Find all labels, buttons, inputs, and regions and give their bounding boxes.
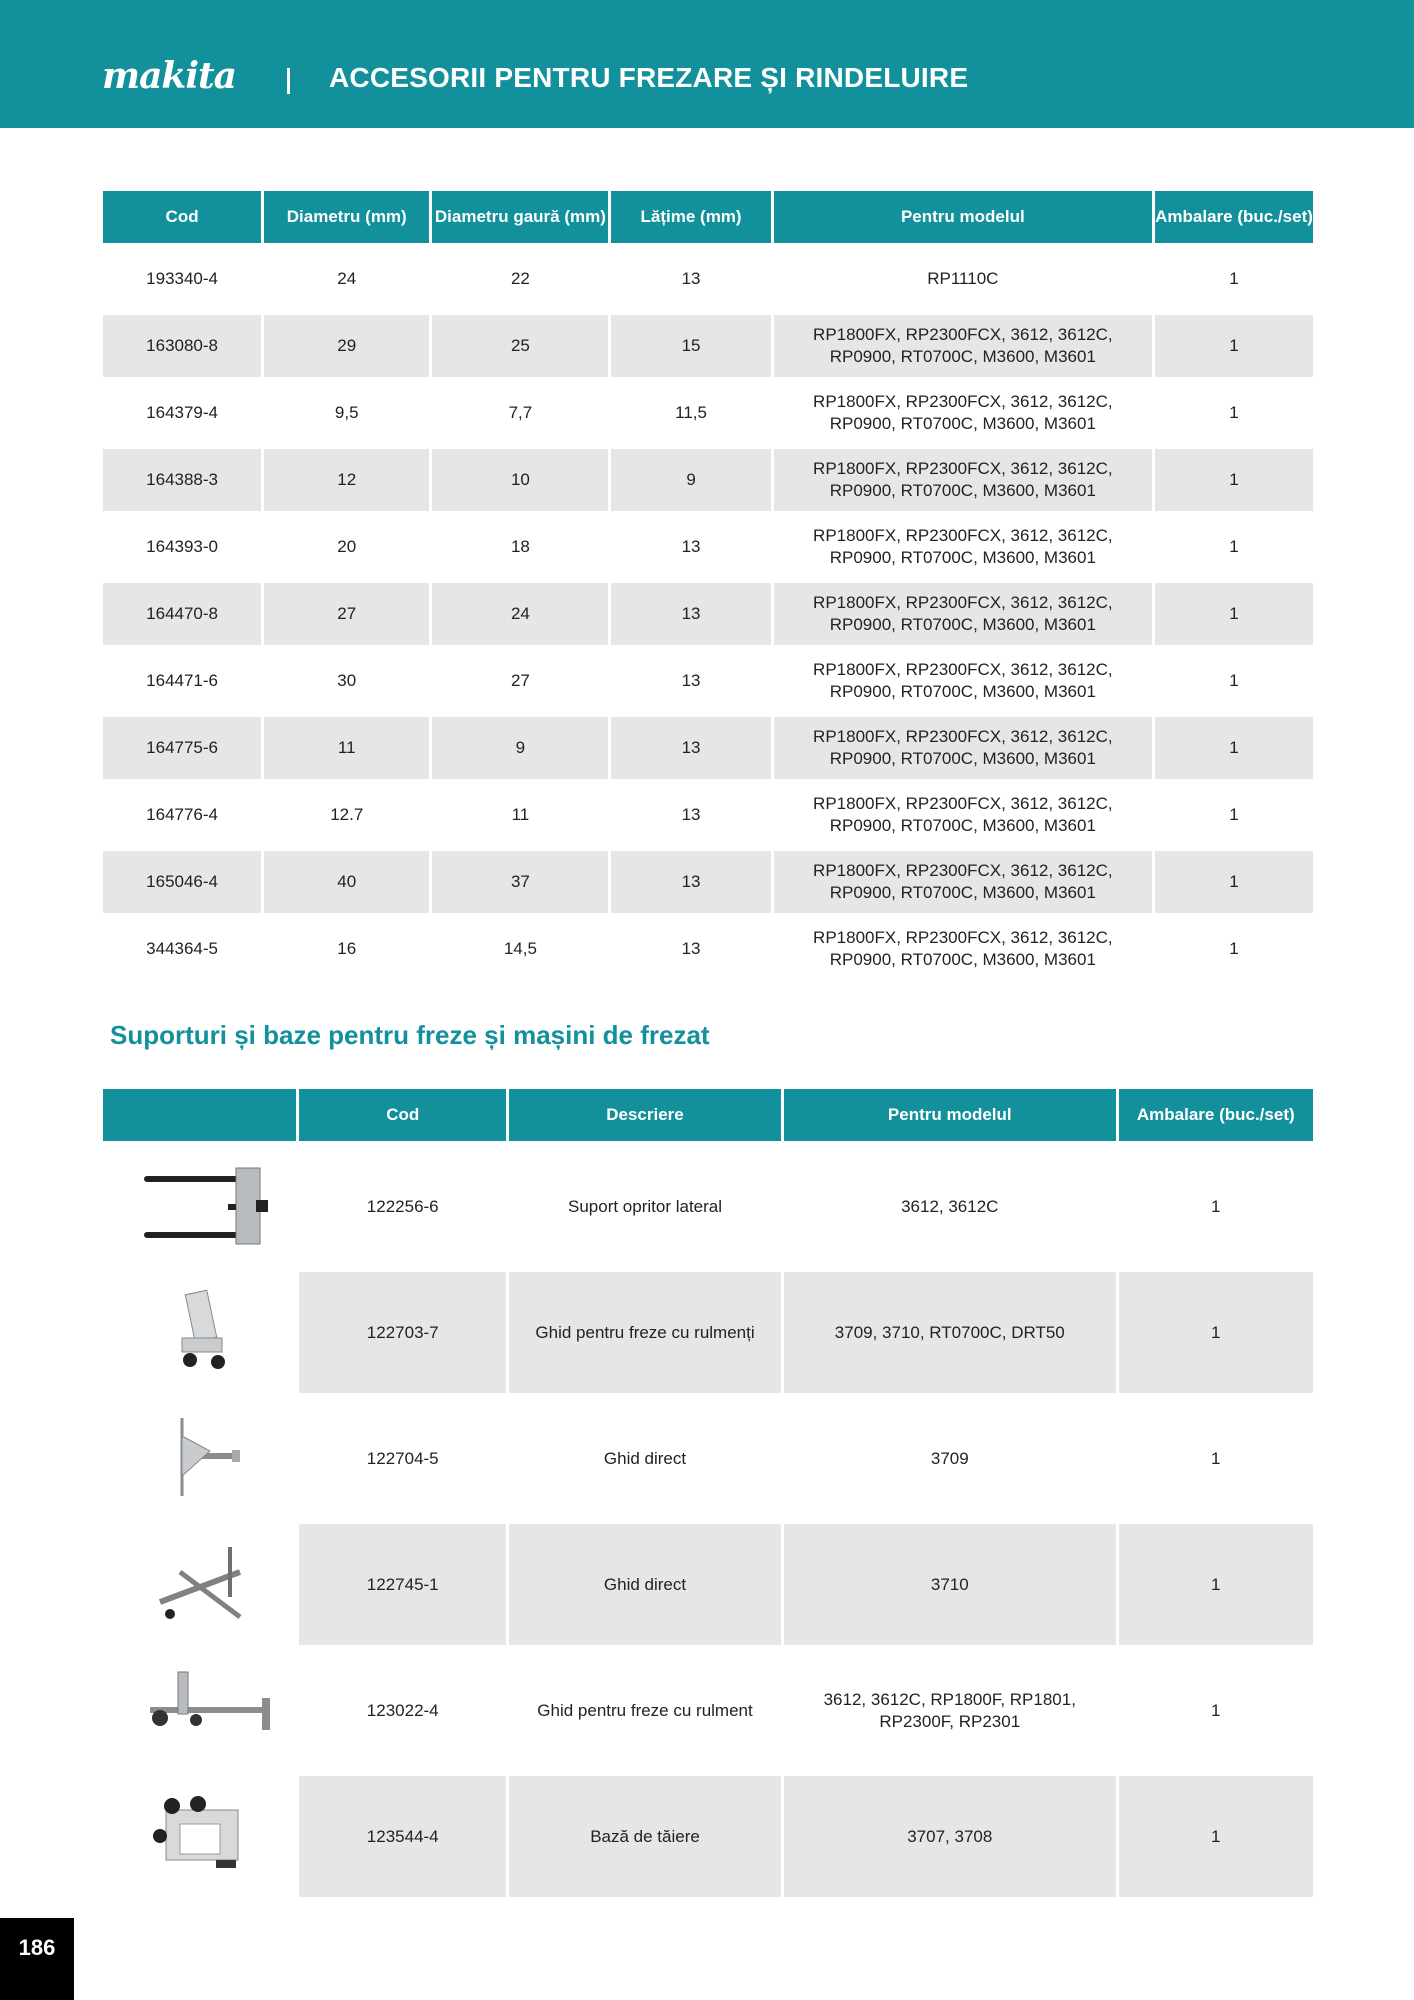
cell-ambalare: 1 [1119, 1272, 1313, 1393]
table-row [103, 851, 1313, 913]
table-row [103, 1146, 1313, 1267]
table-row [103, 918, 1313, 980]
model-line: RP1800FX, RP2300FCX, 3612, 3612C, [813, 459, 1113, 478]
model-line: RP1800FX, RP2300FCX, 3612, 3612C, [813, 392, 1113, 411]
model-line: RP0900, RT0700C, M3600, M3601 [829, 749, 1096, 768]
cell-cod: 122256-6 [366, 1196, 439, 1216]
model-line: RP1800FX, RP2300FCX, 3612, 3612C, [813, 593, 1113, 612]
cell-model [774, 784, 1152, 846]
col-ambalare: Ambalare (buc./set) [1119, 1089, 1313, 1141]
model-line: 3707, 3708 [907, 1826, 993, 1846]
cell-ambalare: 1 [1155, 717, 1313, 779]
col-diametru-gaura: Diametru gaură (mm) [432, 191, 608, 243]
cell-ambalare: 1 [1211, 1448, 1221, 1468]
table-row [103, 583, 1313, 645]
cell-latime: 13 [681, 537, 701, 556]
cell-ambalare: 1 [1229, 939, 1239, 958]
cell-descriere: Ghid pentru freze cu rulment [537, 1700, 753, 1720]
cell-diametru: 9,5 [334, 403, 359, 422]
cell-cod: 122703-7 [299, 1272, 506, 1393]
table-row [103, 1776, 1313, 1897]
col-cod: Cod [103, 191, 261, 243]
cell-model [784, 1524, 1115, 1645]
model-line: 3612, 3612C, RP1800F, RP1801, [823, 1689, 1076, 1709]
col-cod: Cod [299, 1089, 506, 1141]
cell-cod: 164776-4 [146, 805, 218, 824]
cell-cod: 164471-6 [146, 671, 218, 690]
table-header-row [103, 1089, 1313, 1141]
cell-model [774, 516, 1152, 578]
cell-diametru: 20 [337, 537, 357, 556]
col-pentru-modelul: Pentru modelul [774, 191, 1152, 243]
cell-ambalare: 1 [1229, 805, 1239, 824]
model-line: 3710 [930, 1574, 969, 1594]
table-row [103, 315, 1313, 377]
cell-diametru-gaura: 9 [432, 717, 608, 779]
model-line: 3612, 3612C [901, 1196, 999, 1216]
col-latime: Lățime (mm) [611, 191, 770, 243]
cell-latime: 13 [611, 583, 770, 645]
page-title: ACCESORII PENTRU FREZARE ȘI RINDELUIRE [329, 62, 969, 93]
cell-diametru-gaura: 7,7 [508, 403, 533, 422]
cell-ambalare: 1 [1229, 537, 1239, 556]
cell-latime: 13 [681, 939, 701, 958]
cell-ambalare: 1 [1119, 1524, 1313, 1645]
cell-descriere: Bază de tăiere [509, 1776, 781, 1897]
model-line: RP0900, RT0700C, M3600, M3601 [829, 414, 1096, 433]
col-diametru: Diametru (mm) [264, 191, 429, 243]
cell-diametru-gaura: 25 [432, 315, 608, 377]
cell-cod: 193340-4 [146, 269, 218, 288]
product-image [103, 1398, 296, 1519]
cell-ambalare: 1 [1119, 1776, 1313, 1897]
cell-diametru: 12.7 [330, 805, 364, 824]
model-line: RP2300F, RP2301 [879, 1711, 1021, 1731]
cell-ambalare: 1 [1155, 449, 1313, 511]
page-number: 186 [0, 1918, 74, 2000]
table-row [103, 516, 1313, 578]
cell-cod: 122745-1 [299, 1524, 506, 1645]
cell-model [784, 1650, 1115, 1771]
cell-ambalare: 1 [1211, 1700, 1221, 1720]
cell-latime: 13 [681, 671, 701, 690]
model-line: RP1800FX, RP2300FCX, 3612, 3612C, [813, 325, 1113, 344]
cell-ambalare: 1 [1155, 315, 1313, 377]
product-image [103, 1776, 296, 1897]
cell-ambalare: 1 [1211, 1196, 1221, 1216]
model-line: RP0900, RT0700C, M3600, M3601 [829, 950, 1096, 969]
model-line: RP0900, RT0700C, M3600, M3601 [829, 347, 1096, 366]
cell-latime: 9 [611, 449, 770, 511]
cell-latime: 13 [681, 269, 701, 288]
cell-diametru: 24 [337, 269, 357, 288]
cell-descriere: Ghid direct [603, 1448, 687, 1468]
col-image [103, 1089, 296, 1141]
tilt-base-icon [120, 1784, 280, 1884]
cell-cod: 164393-0 [146, 537, 218, 556]
cell-diametru-gaura: 27 [510, 671, 530, 690]
cell-model [774, 315, 1152, 377]
cell-diametru: 40 [264, 851, 429, 913]
table-row [103, 784, 1313, 846]
table-row [103, 1650, 1313, 1771]
model-line: RP1800FX, RP2300FCX, 3612, 3612C, [813, 660, 1113, 679]
cell-model [784, 1146, 1115, 1267]
col-descriere: Descriere [509, 1089, 781, 1141]
table-row [103, 449, 1313, 511]
model-line: RP0900, RT0700C, M3600, M3601 [829, 883, 1096, 902]
bearing-guide-icon [120, 1280, 280, 1380]
table-row [103, 382, 1313, 444]
router-guides-table [100, 1084, 1316, 1902]
table-row [103, 1524, 1313, 1645]
table-row [103, 248, 1313, 310]
cell-diametru-gaura: 14,5 [503, 939, 537, 958]
cell-model [774, 650, 1152, 712]
table-row [103, 1398, 1313, 1519]
cell-model [774, 851, 1152, 913]
straight-guide-icon [120, 1406, 280, 1506]
model-line: RP1800FX, RP2300FCX, 3612, 3612C, [813, 928, 1113, 947]
model-line: RP1800FX, RP2300FCX, 3612, 3612C, [813, 861, 1113, 880]
cell-latime: 13 [611, 851, 770, 913]
model-line: RP0900, RT0700C, M3600, M3601 [829, 615, 1096, 634]
model-line: RP1110C [927, 269, 999, 288]
cell-ambalare: 1 [1229, 269, 1239, 288]
cell-model [774, 248, 1152, 310]
header-divider [287, 68, 290, 94]
cell-model [774, 382, 1152, 444]
table-row [103, 650, 1313, 712]
cell-cod: 123544-4 [299, 1776, 506, 1897]
cell-descriere: Ghid direct [509, 1524, 781, 1645]
product-image [103, 1272, 296, 1393]
cell-ambalare: 1 [1229, 671, 1239, 690]
model-line: RP0900, RT0700C, M3600, M3601 [829, 548, 1096, 567]
cell-diametru: 16 [337, 939, 357, 958]
cell-diametru-gaura: 11 [511, 805, 530, 824]
cell-cod: 122704-5 [366, 1448, 439, 1468]
product-image [103, 1146, 296, 1267]
cell-cod: 344364-5 [146, 939, 218, 958]
section-title: Suporturi și baze pentru freze și mașini de frezat [110, 1020, 710, 1050]
model-line: RP1800FX, RP2300FCX, 3612, 3612C, [813, 727, 1113, 746]
model-line: RP0900, RT0700C, M3600, M3601 [829, 682, 1096, 701]
cell-latime: 11,5 [675, 403, 707, 422]
cell-diametru: 27 [264, 583, 429, 645]
cell-cod: 165046-4 [103, 851, 261, 913]
cell-cod: 164470-8 [103, 583, 261, 645]
cell-latime: 15 [611, 315, 770, 377]
cell-diametru-gaura: 24 [432, 583, 608, 645]
makita-logo: makita [102, 55, 236, 97]
col-pentru-modelul: Pentru modelul [784, 1089, 1115, 1141]
cell-latime: 13 [681, 805, 701, 824]
cell-cod: 163080-8 [103, 315, 261, 377]
col-ambalare: Ambalare (buc./set) [1155, 191, 1313, 243]
model-line: RP0900, RT0700C, M3600, M3601 [829, 816, 1096, 835]
cell-diametru: 11 [264, 717, 429, 779]
cell-diametru: 12 [264, 449, 429, 511]
cell-ambalare: 1 [1229, 403, 1239, 422]
cell-cod: 123022-4 [366, 1700, 439, 1720]
cell-model [784, 1272, 1115, 1393]
cell-diametru-gaura: 37 [432, 851, 608, 913]
cell-model [784, 1776, 1115, 1897]
model-line: RP0900, RT0700C, M3600, M3601 [829, 481, 1096, 500]
cell-cod: 164379-4 [146, 403, 218, 422]
cell-diametru: 30 [337, 671, 357, 690]
table-header-row [103, 191, 1313, 243]
product-image [103, 1524, 296, 1645]
cell-diametru-gaura: 22 [510, 269, 530, 288]
cell-diametru: 29 [264, 315, 429, 377]
cell-ambalare: 1 [1155, 583, 1313, 645]
model-line: 3709 [930, 1448, 969, 1468]
cell-model [774, 717, 1152, 779]
cell-latime: 13 [611, 717, 770, 779]
router-bits-table [100, 186, 1316, 985]
page-header [0, 0, 1414, 128]
model-line: 3709, 3710, RT0700C, DRT50 [834, 1322, 1065, 1342]
table-row [103, 1272, 1313, 1393]
straight-guide-icon [120, 1532, 280, 1632]
cell-model [774, 918, 1152, 980]
cell-ambalare: 1 [1155, 851, 1313, 913]
cell-cod: 164775-6 [103, 717, 261, 779]
cell-diametru-gaura: 18 [510, 537, 530, 556]
cell-descriere: Suport opritor lateral [568, 1196, 723, 1216]
cell-model [774, 583, 1152, 645]
cell-model [784, 1398, 1115, 1519]
side-stop-icon [120, 1154, 280, 1254]
cell-model [774, 449, 1152, 511]
model-line: RP1800FX, RP2300FCX, 3612, 3612C, [813, 794, 1113, 813]
cell-cod: 164388-3 [103, 449, 261, 511]
cell-diametru-gaura: 10 [432, 449, 608, 511]
cell-descriere: Ghid pentru freze cu rulmenți [509, 1272, 781, 1393]
table-row [103, 717, 1313, 779]
product-image [103, 1650, 296, 1771]
bearing-guide-icon [120, 1658, 280, 1758]
model-line: RP1800FX, RP2300FCX, 3612, 3612C, [813, 526, 1113, 545]
